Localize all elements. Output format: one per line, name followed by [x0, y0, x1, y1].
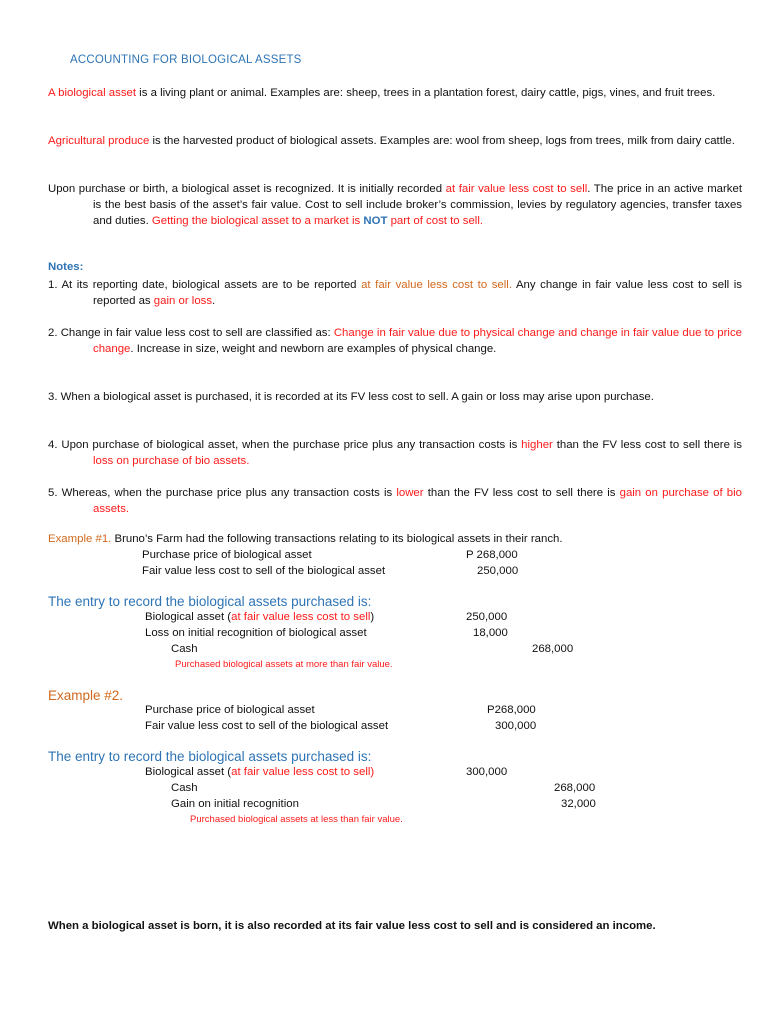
highlight-span: Getting the biological asset to a market is: [151, 215, 364, 227]
ex1-entry-loss-debit: 18,000: [473, 627, 508, 639]
ex2-memo: Purchased biological assets at less than fair value.: [190, 814, 403, 825]
ex1-entry-cash-label: Cash: [171, 643, 198, 655]
ex2-entry-gain-label: Gain on initial recognition: [171, 798, 299, 810]
term-agricultural-produce: Agricultural produce: [48, 135, 150, 147]
text-span: than the FV less cost to sell there is: [423, 487, 620, 499]
example-1-label: Example #1.: [48, 533, 112, 545]
ex2-entry-biological-asset-debit: 300,000: [466, 766, 508, 778]
highlight-span: at fair value less cost to sell.: [361, 279, 512, 291]
text-span: . Increase in size, weight and newborn are examples of physical change.: [130, 343, 497, 355]
page-title: ACCOUNTING FOR BIOLOGICAL ASSETS: [70, 54, 302, 66]
ex2-fair-value-value: 300,000: [495, 720, 537, 732]
ex1-purchase-price-value: P 268,000: [466, 549, 518, 561]
text-span: ): [370, 611, 375, 623]
ex1-fair-value-value: 250,000: [477, 565, 519, 577]
paragraph-agricultural-produce: [48, 133, 742, 149]
ex2-entry-heading: The entry to record the biological assets purchased is:: [48, 749, 372, 764]
ex2-purchase-price-label: Purchase price of biological asset: [145, 704, 315, 716]
ex2-fair-value-label: Fair value less cost to sell of the biological asset: [145, 720, 389, 732]
text-span: 4. Upon purchase of biological asset, when the purchase price plus any transaction costs is: [48, 439, 522, 451]
note-3: [48, 389, 742, 405]
emphasis-span: NOT: [363, 215, 388, 227]
definition-text: is a living plant or animal. Examples are: sheep, trees in a plantation forest, dairy cattle, pigs, vines, and fruit trees.: [136, 87, 716, 99]
ex2-entry-gain-credit: 32,000: [561, 798, 596, 810]
ex2-entry-cash-credit: 268,000: [554, 782, 596, 794]
highlight-span: loss on purchase of bio assets.: [93, 455, 250, 467]
ex1-entry-biological-asset: [145, 611, 374, 623]
paragraph-biological-asset: [48, 85, 742, 101]
closing-statement: When a biological asset is born, it is also recorded at its fair value less cost to sell and is considered an income.: [48, 920, 656, 932]
highlight-span: lower: [396, 487, 424, 499]
note-2: [48, 325, 742, 357]
text-span: than the FV less cost to sell there is: [552, 439, 742, 451]
text-span: Bruno’s Farm had the following transactions relating to its biological assets in their ranch.: [111, 533, 563, 545]
ex2-purchase-price-value: P268,000: [487, 704, 536, 716]
definition-text: is the harvested product of biological assets. Examples are: wool from sheep, logs from trees, milk from dairy cattle.: [149, 135, 735, 147]
highlight-span: gain or loss: [153, 295, 213, 307]
note-5: [48, 485, 742, 517]
term-biological-asset: A biological asset: [48, 87, 137, 99]
text-span: 3. When a biological asset is purchased, it is recorded at its FV less cost to sell. A gain or loss may arise upon purchase.: [48, 391, 654, 403]
note-4: [48, 437, 742, 469]
text-span: Biological asset (: [145, 766, 232, 778]
ex1-purchase-price-label: Purchase price of biological asset: [142, 549, 312, 561]
paragraph-recognition: [48, 181, 742, 229]
ex1-fair-value-label: Fair value less cost to sell of the biological asset: [142, 565, 386, 577]
text-span: Upon purchase or birth, a biological asset is recognized. It is initially recorded: [48, 183, 446, 195]
ex1-entry-loss-label: Loss on initial recognition of biological asset: [145, 627, 367, 639]
ex1-entry-cash-credit: 268,000: [532, 643, 574, 655]
highlight-span: part of cost to sell.: [387, 215, 484, 227]
highlight-span: at fair value less cost to sell: [445, 183, 588, 195]
ex1-memo: Purchased biological assets at more than fair value.: [175, 659, 393, 670]
highlight-span: gain on purchase of bio assets.: [93, 487, 742, 515]
ex1-entry-heading: The entry to record the biological assets purchased is:: [48, 594, 372, 609]
highlight-span: at fair value less cost to sell): [231, 766, 375, 778]
text-span: 1. At its reporting date, biological assets are to be reported: [48, 279, 362, 291]
ex1-entry-biological-asset-debit: 250,000: [466, 611, 508, 623]
ex2-entry-biological-asset: [145, 766, 374, 778]
notes-label: Notes:: [48, 261, 84, 273]
highlight-span: higher: [521, 439, 553, 451]
text-span: Any change in fair value less cost to sell is reported as: [93, 279, 742, 307]
text-span: .: [212, 295, 216, 307]
text-span: . The price in an active market is the best basis of the asset’s fair value. Cost to sell include broker’s commission, levies by regulatory agencies, transfer taxes and duties.: [93, 183, 742, 227]
text-span: 5. Whereas, when the purchase price plus any transaction costs is: [48, 487, 397, 499]
note-1: [48, 277, 742, 309]
highlight-span: Change in fair value due to physical change and change in fair value due to price change: [93, 327, 742, 355]
text-span: Biological asset (: [145, 611, 232, 623]
text-span: 2. Change in fair value less cost to sell are classified as:: [48, 327, 334, 339]
example-2-label: Example #2.: [48, 688, 124, 703]
example-1-intro: [48, 533, 563, 545]
highlight-span: at fair value less cost to sell: [231, 611, 371, 623]
ex2-entry-cash-label: Cash: [171, 782, 198, 794]
